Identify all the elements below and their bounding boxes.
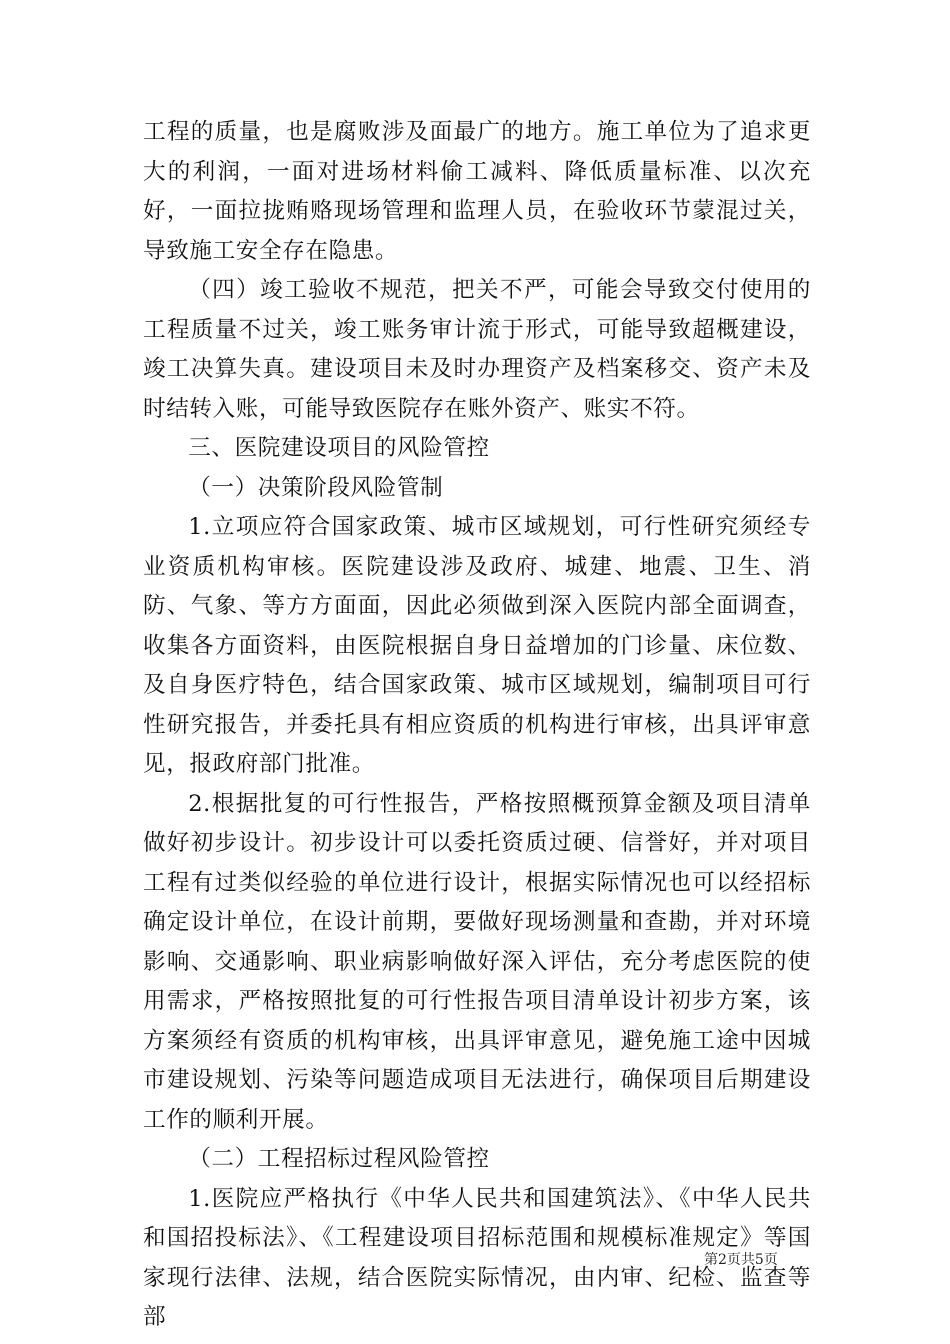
section-heading-3: 三、医院建设项目的风险管控 [188, 435, 490, 461]
paragraph-section-4: （四）竣工验收不规范，把关不严，可能会导致交付使用的工程质量不过关，竣工账务审计流于形式，可能导致超概建设，竣工决算失真。建设项目未及时办理资产及档案移交、资产未及时结转入账，可能导致医院存在账外资产、账实不符。 [143, 277, 811, 422]
subsection-heading-1: （一）决策阶段风险管制 [188, 474, 444, 501]
paragraph-item-1: 1.立项应符合国家政策、城市区域规划，可行性研究须经专业资质机构审核。医院建设涉及政府、城建、地震、卫生、消防、气象、等方方面面，因此必须做到深入医院内部全面调查，收集各方面资料，由医院根据自身日益增加的门诊量、床位数、及自身医疗特色，结合国家政策、城市区域规划，编制项目可行性研究报告，并委托具有相应资质的机构进行审核，出具评审意见，报政府部门批准。 [143, 514, 811, 777]
paragraph-continuation: 工程的质量，也是腐败涉及面最广的地方。施工单位为了追求更大的利润，一面对进场材料偷工减料、降低质量标准、以次充好，一面拉拢贿赂现场管理和监理人员，在验收环节蒙混过关，导致施工安全存在隐患。 [143, 119, 811, 264]
paragraph-item-1-tender: 1.医院应严格执行《中华人民共和国建筑法》、《中华人民共和国招投标法》、《工程建设项目招标范围和规模标准规定》等国家现行法律、法规，结合医院实际情况，由内审、纪检、监查等部 [143, 1185, 811, 1330]
paragraph-item-2: 2.根据批复的可行性报告，严格按照概预算金额及项目清单做好初步设计。初步设计可以委托资质过硬、信誉好，并对项目工程有过类似经验的单位进行设计，根据实际情况也可以经招标确定设计单位，在设计前期，要做好现场测量和查勘，并对环境影响、交通影响、职业病影响做好深入评估，充分考虑医院的使用需求，严格按照批复的可行性报告项目清单设计初步方案，该方案须经有资质的机构审核，出具评审意见，避免施工途中因城市建设规划、污染等问题造成项目无法进行，确保项目后期建设工作的顺利开展。 [143, 790, 811, 1133]
document-body [143, 113, 811, 1338]
page-number: 第2页共5页 [704, 1252, 778, 1268]
subsection-heading-2: （二）工程招标过程风险管控 [188, 1146, 490, 1172]
